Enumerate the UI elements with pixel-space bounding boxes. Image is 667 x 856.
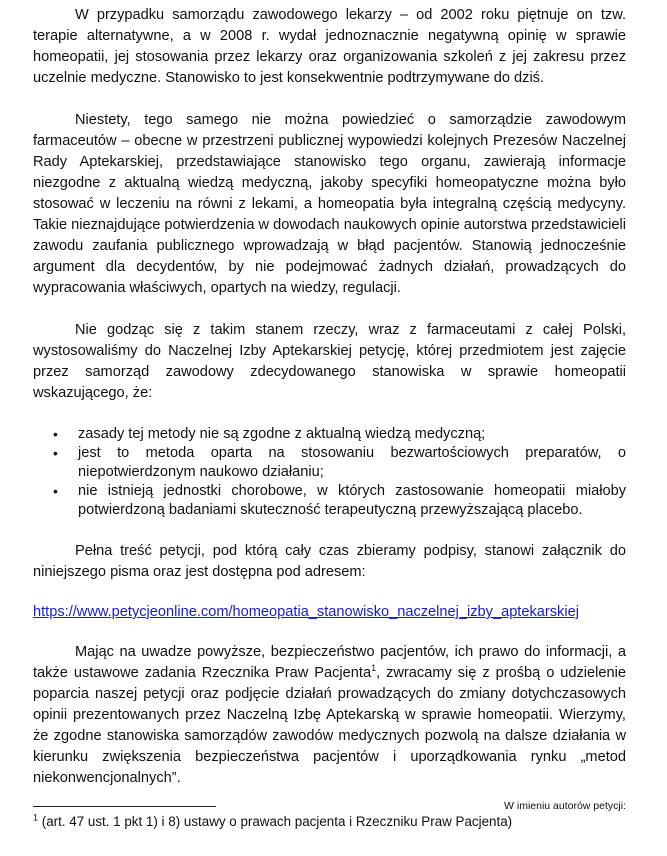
request-text-start: Mając na uwadze powyższe, bezpieczeństwo pacjentów, ich prawo do informacji, a także ustawowe zadania Rzecznika Praw Pacjenta xyxy=(33,644,626,681)
footnote-reference: 1 xyxy=(371,663,377,674)
paragraph-full-text: Pełna treść petycji, pod którą cały czas zbieramy podpisy, stanowi załącznik do niniejszego pisma oraz jest dostępna pod adresem: xyxy=(33,543,626,580)
paragraph-petition-intro: Nie godząc się z takim stanem rzeczy, wraz z farmaceutami z całej Polski, wystosowaliśmy do Naczelnej Izby Aptekarskiej petycję, której przedmiotem jest zajęcie przez samorząd zawodowy zdecydowanego stanowiska w sprawie homeopatii wskazującego, że: xyxy=(33,322,626,401)
bullet-icon: • xyxy=(53,445,58,461)
bullet-icon: • xyxy=(53,426,58,442)
list-item xyxy=(33,425,626,444)
paragraph-pharmacists: Niestety, tego samego nie można powiedzieć o samorządzie zawodowym farmaceutów – obecne w przestrzeni publicznej wypowiedzi kolejnych Prezesów Naczelnej Rady Aptekarskiej, przedstawiające stanowisko tego organu, zawierają informacje niezgodne z aktualną wiedzą medyczną, jakoby specyfiki homeopatyczne można było stosować w leczeniu na równi z lekami, a homeopatia była integralną częścią medycyny. Takie nieznajdujące potwierdzenia w dowodach naukowych opinie autorstwa przedstawicieli zawodu zaufania publicznego wprowadzają w błąd pacjentów. Stanowią jednocześnie argument dla decydentów, by nie podejmować żadnych działań, prowadzących do wypracowania właściwych, opartych na wiedzy, regulacji. xyxy=(33,112,627,296)
paragraph-medical-chamber: W przypadku samorządu zawodowego lekarzy – od 2002 roku piętnuje on tzw. terapie alternatywne, a w 2008 r. wydał jednoznacznie negatywną opinię w sprawie homeopatii, jej stosowania przez lekarzy oraz organizowania szkoleń z jej zakresu przez uczelnie medyczne. Stanowisko to jest konsekwentnie podtrzymywane do dziś. xyxy=(33,7,626,86)
footnote xyxy=(33,813,512,831)
list-item xyxy=(33,444,626,482)
footnote-text: (art. 47 ust. 1 pkt 1) i 8) ustawy o prawach pacjenta i Rzeczniku Praw Pacjenta) xyxy=(38,814,513,829)
footnote-marker: 1 xyxy=(33,812,39,823)
footnote-divider xyxy=(33,806,216,807)
document-page xyxy=(33,5,626,813)
list-item-text: zasady tej metody nie są zgodne z aktualną wiedzą medyczną; xyxy=(78,426,486,442)
signature-line: W imieniu autorów petycji: xyxy=(504,800,626,812)
list-item-text: nie istnieją jednostki chorobowe, w których zastosowanie homeopatii miałoby potwierdzoną badaniami skuteczność terapeutyczną przewyższającą placebo. xyxy=(78,483,626,518)
list-item-text: jest to metoda oparta na stosowaniu bezwartościowych preparatów, o niepotwierdzonym naukowo działaniu; xyxy=(78,445,626,480)
list-item xyxy=(33,482,626,520)
petition-link[interactable]: https://www.petycjeonline.com/homeopatia_stanowisko_naczelnej_izby_aptekarskiej xyxy=(33,604,579,620)
paragraph-request xyxy=(33,642,626,789)
petition-points-list xyxy=(33,425,626,520)
bullet-icon: • xyxy=(53,483,58,499)
petition-link-line xyxy=(33,602,626,623)
request-text-end: , zwracamy się z prośbą o udzielenie poparcia naszej petycji oraz podjęcie działań prowadzących do zmiany dotychczasowych opinii prezentowanych przez Naczelną Izbę Aptekarską w sprawie homeopatii. Wierzymy, że zgodne stanowiska samorządów zawodów medycznych pozwolą na dalsze działania w kierunku zwiększenia bezpieczeństwa pacjentów i uporządkowania rynku „metod niekonwencjonalnych”. xyxy=(33,665,626,786)
